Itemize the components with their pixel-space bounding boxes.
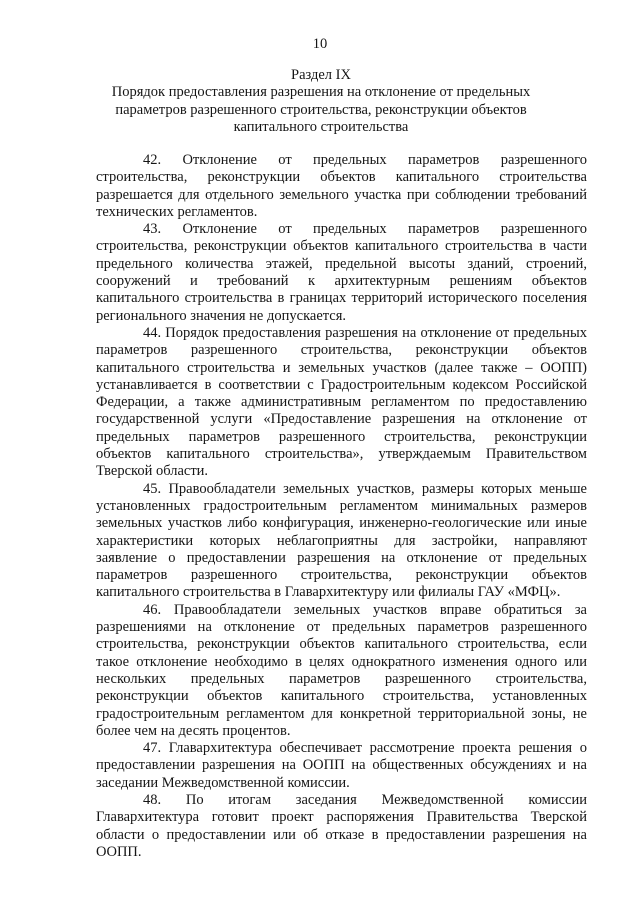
paragraph-line: заседании Межведомственной комиссии. xyxy=(96,774,350,791)
paragraph xyxy=(96,792,587,861)
paragraph-line: предельных параметров разрешенного строительства, реконструкции xyxy=(96,428,587,445)
paragraph-line: земельных участков либо конфигурация, инженерно-геологические или иные xyxy=(96,515,587,532)
section-label: Раздел IX xyxy=(291,67,351,83)
paragraph-line: строительства, реконструкции объектов капитального строительства xyxy=(96,169,587,186)
paragraph-line: реконструкции объектов капитального строительства, установленных xyxy=(96,688,587,705)
paragraph-line: 42. Отклонение от предельных параметров разрешенного xyxy=(143,152,587,168)
paragraph-line: строительства, реконструкции объектов капитального строительства в части xyxy=(96,238,587,255)
paragraph-line: 45. Правообладатели земельных участков, размеры которых меньше xyxy=(143,480,587,497)
paragraph-line: параметров разрешенного строительства, реконструкции объектов xyxy=(96,342,587,359)
paragraph-line: устанавливается в соответствии с Градостроительным кодексом Российской xyxy=(96,376,587,393)
paragraph-line: предоставлении разрешения на ООПП на общественных обсуждениях и на xyxy=(96,757,587,774)
section-title-line: параметров разрешенного строительства, реконструкции объектов xyxy=(115,101,527,118)
paragraph-line: регионального значения не допускается. xyxy=(96,307,347,324)
paragraph xyxy=(96,325,587,481)
paragraph-line: капитального строительства в границах территорий исторического поселения xyxy=(96,290,587,307)
paragraph-line: ООПП. xyxy=(96,843,142,860)
section-title-line: Порядок предоставления разрешения на отклонение от предельных xyxy=(111,84,531,101)
paragraph-line: установленных градостроительным регламентом минимальных размеров xyxy=(96,497,587,514)
paragraph-line: предельного количества этажей, предельной высоты зданий, строений, xyxy=(96,255,587,272)
paragraph-line: объектов капитального строительства», утверждаемым Правительством xyxy=(96,446,587,463)
paragraph-line: характеристики которых неблагоприятны для застройки, направляют xyxy=(96,532,587,549)
section-title-line: капитального строительства xyxy=(233,118,409,135)
paragraph-line: 48. По итогам заседания Межведомственной комиссии xyxy=(143,791,587,808)
paragraph xyxy=(96,481,587,602)
paragraph-line: такое отклонение необходимо в целях однократного изменения одного или xyxy=(96,653,587,670)
paragraph-line: 43. Отклонение от предельных параметров разрешенного xyxy=(143,221,587,238)
paragraph-line: нескольких предельных параметров разрешенного строительства, xyxy=(96,670,587,687)
paragraph-line: Тверской области. xyxy=(96,463,209,480)
section-header xyxy=(96,67,546,136)
paragraph-line: государственной услуги «Предоставление разрешения на отклонение от xyxy=(96,411,587,428)
paragraph-line: капитального строительства в Главархитектуру или филиалы ГАУ «МФЦ». xyxy=(96,584,561,601)
paragraph-line: 46. Правообладатели земельных участков вправе обратиться за xyxy=(143,601,587,618)
paragraph-line: технических регламентов. xyxy=(96,203,258,220)
paragraph-line: более чем на десять процентов. xyxy=(96,722,291,739)
paragraph xyxy=(96,152,587,221)
paragraph-line: 44. Порядок предоставления разрешения на отклонение от предельных xyxy=(143,324,587,341)
paragraph xyxy=(96,221,587,325)
paragraph-line: области о предоставлении или об отказе в предоставлении разрешения на xyxy=(96,826,587,843)
paragraph-line: заявление о предоставлении разрешения на отклонение от предельных xyxy=(96,549,587,566)
paragraph-line: 47. Главархитектура обеспечивает рассмотрение проекта решения о xyxy=(143,740,587,757)
page-number: 10 xyxy=(312,36,328,52)
paragraph-line: параметров разрешенного строительства, реконструкции объектов xyxy=(96,567,587,584)
paragraph xyxy=(96,602,587,740)
paragraph-line: Федерации, а также административным регламентом по предоставлению xyxy=(96,394,587,411)
paragraph xyxy=(96,740,587,792)
document-body xyxy=(96,152,587,861)
paragraph-line: Главархитектура готовит проект распоряжения Правительства Тверской xyxy=(96,809,587,826)
paragraph-line: градостроительным регламентом для конкретной территориальной зоны, не xyxy=(96,705,587,722)
paragraph-line: сооружений и требований к архитектурным решениям объектов xyxy=(96,273,587,290)
paragraph-line: разрешениями на отклонение от предельных параметров разрешенного xyxy=(96,619,587,636)
paragraph-line: разрешается для отдельного земельного участка при соблюдении требований xyxy=(96,186,587,203)
paragraph-line: капитального строительства и земельных участков (далее также – ООПП) xyxy=(96,359,587,376)
paragraph-line: строительства, реконструкции объектов капитального строительства, если xyxy=(96,636,587,653)
